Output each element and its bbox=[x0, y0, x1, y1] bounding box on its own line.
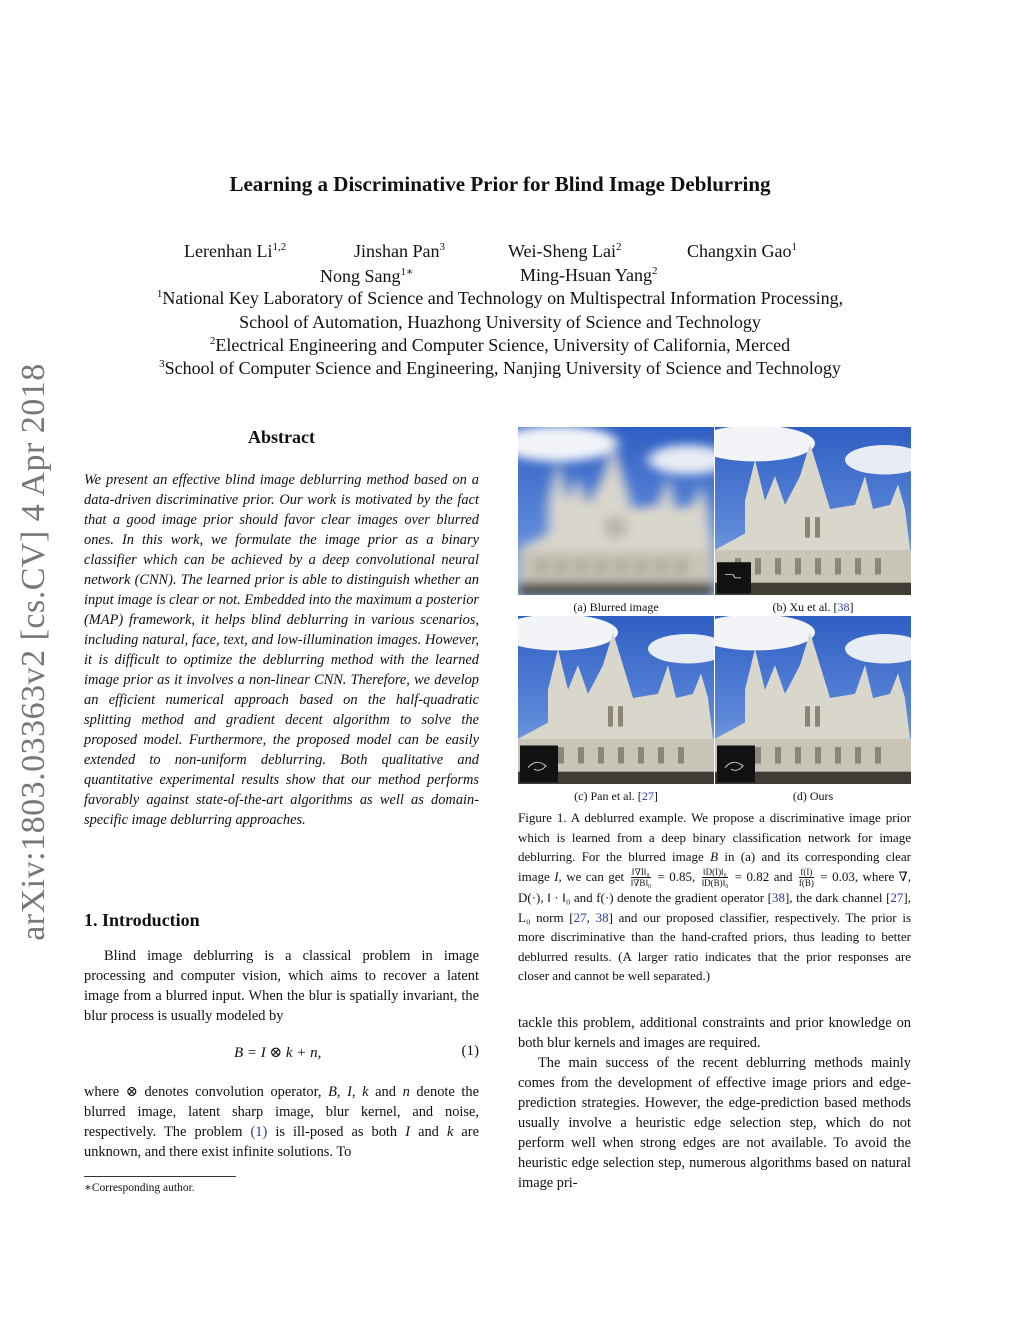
footnote-rule bbox=[84, 1176, 236, 1177]
equation-body: B = I ⊗ k + n, bbox=[234, 1045, 322, 1061]
figure-image-ours bbox=[715, 616, 911, 784]
fraction-classifier: $\frac{f(I)}{f(B)}$ bbox=[798, 867, 814, 889]
affiliation-3: $^3$School of Computer Science and Engineering, Nanjing University of Science and Technology bbox=[159, 358, 841, 378]
subcaption-a: (a) Blurred image bbox=[573, 600, 659, 614]
cite-27b[interactable]: 27 bbox=[573, 909, 587, 925]
equation-1 bbox=[84, 1043, 479, 1065]
figure-image-pan bbox=[518, 616, 714, 784]
figure-image-xu bbox=[715, 427, 911, 595]
affiliation-1: $^1$National Key Laboratory of Science and Technology on Multispectral Information Processing, bbox=[156, 288, 844, 308]
right-paragraph-2: The main success of the recent deblurring methods mainly comes from the development of effective image priors and edge-prediction strategies. However, the edge-prediction based methods usually involve a heuristic edge selection step, which do not perform well when strong edges are not available. To avoid the heuristic edge selection step, numerous algorithms based on natural image pri- bbox=[518, 1055, 911, 1191]
abstract-heading: Abstract bbox=[248, 427, 315, 447]
author-3: Wei-Sheng Lai$^2$ bbox=[508, 241, 622, 261]
subcaption-d: (d) Ours bbox=[792, 789, 834, 803]
right-paragraph-1: tackle this problem, additional constraints and prior knowledge on both blur kernels and images are required. bbox=[518, 1015, 911, 1051]
arxiv-stamp: arXiv:1803.03363v2 [cs.CV] 4 Apr 2018 bbox=[15, 363, 52, 941]
equation-ref-link[interactable]: (1) bbox=[250, 1124, 268, 1140]
subcaption-b: (b) Xu et al. [38] bbox=[772, 600, 854, 614]
cite-38[interactable]: 38 bbox=[771, 890, 785, 906]
figure-caption: Figure 1. A deblurred example. We propose a discriminative image prior which is learned from a deep binary classification network for image deblurring. For the blurred image B in (a) and its corresponding clear image I, we can get $\frac{\text{‖∇I‖₀}}{\text{‖∇B‖₀}}$ = 0.85, $\frac{\text{‖D(I)‖₀}}{\text{‖D(B)‖₀}}$ = 0.82 and $\frac{f(I)}{f(B)}$ = 0.03, where ∇, D(·), ‖ · ‖₀ and f(·) denote the gradient operator [38], the dark channel [27], L₀ norm [27, 38] and our proposed classifier, respectively. The prior is more discriminative than the hand-crafted priors, thus leading to better deblurred results. (A larger ratio indicates that the prior responses are closer and cannot be well separated.) bbox=[518, 810, 912, 984]
author-2: Jinshan Pan$^3$ bbox=[354, 241, 445, 261]
author-5: Nong Sang$^{1∗}$ bbox=[320, 266, 414, 286]
author-6: Ming-Hsuan Yang$^2$ bbox=[520, 265, 658, 285]
fraction-dark-channel: $\frac{\text{‖D(I)‖₀}}{\text{‖D(B)‖₀}}$ bbox=[701, 867, 729, 889]
paper-title: Learning a Discriminative Prior for Blind Image Deblurring bbox=[229, 172, 771, 196]
subcaption-c: (c) Pan et al. [27] bbox=[574, 789, 658, 803]
affiliation-1b: School of Automation, Huazhong University of Science and Technology bbox=[239, 312, 761, 332]
affiliation-2: $^2$Electrical Engineering and Computer Science, University of California, Merced bbox=[209, 335, 791, 355]
cite-38b[interactable]: 38 bbox=[595, 909, 609, 925]
equation-number: (1) bbox=[461, 1043, 479, 1059]
cite-27[interactable]: 27 bbox=[890, 890, 904, 906]
fraction-gradient: $\frac{\text{‖∇I‖₀}}{\text{‖∇B‖₀}}$ bbox=[630, 867, 652, 889]
figure-image-blurred bbox=[518, 427, 714, 595]
intro-heading: 1. Introduction bbox=[84, 910, 200, 930]
abstract-text: We present an effective blind image deblurring method based on a data-driven discriminative prior. Our work is motivated by the fact that a good image prior should favor clear images over blurred ones. In this work, we formulate the image prior as a binary classifier which can be achieved by a deep convolutional neural network (CNN). The learned prior is able to distinguish whether an input image is clear or not. Embedded into the maximum a posterior (MAP) framework, it helps blind deblurring in various scenarios, including natural, face, text, and low-illumination images. However, it is difficult to optimize the deblurring method with the learned image prior as it involves a non-linear CNN. Therefore, we develop an efficient numerical approach based on the half-quadratic splitting method and gradient decent algorithm to solve the proposed model. Furthermore, the proposed model can be easily extended to non-uniform deblurring. Both qualitative and quantitative experimental results show that our method performs favorably against state-of-the-art algorithms as well as domain-specific image deblurring approaches. bbox=[84, 472, 479, 828]
author-4: Changxin Gao$^1$ bbox=[687, 241, 797, 261]
intro-paragraph-1: Blind image deblurring is a classical problem in image processing and computer vision, which aims to recover a latent image from a blurred input. When the blur is spatially invariant, the blur process is usually modeled by bbox=[84, 948, 479, 1024]
footnote: ∗Corresponding author. bbox=[84, 1182, 195, 1194]
author-1: Lerenhan Li$^{1,2}$ bbox=[184, 241, 287, 261]
intro-paragraph-2: where ⊗ denotes convolution operator, B, I, k and n denote the blurred image, latent sharp image, blur kernel, and noise, respectively. The problem (1) is ill-posed as both I and k are unknown, and there exist infinite solutions. To bbox=[84, 1084, 479, 1160]
